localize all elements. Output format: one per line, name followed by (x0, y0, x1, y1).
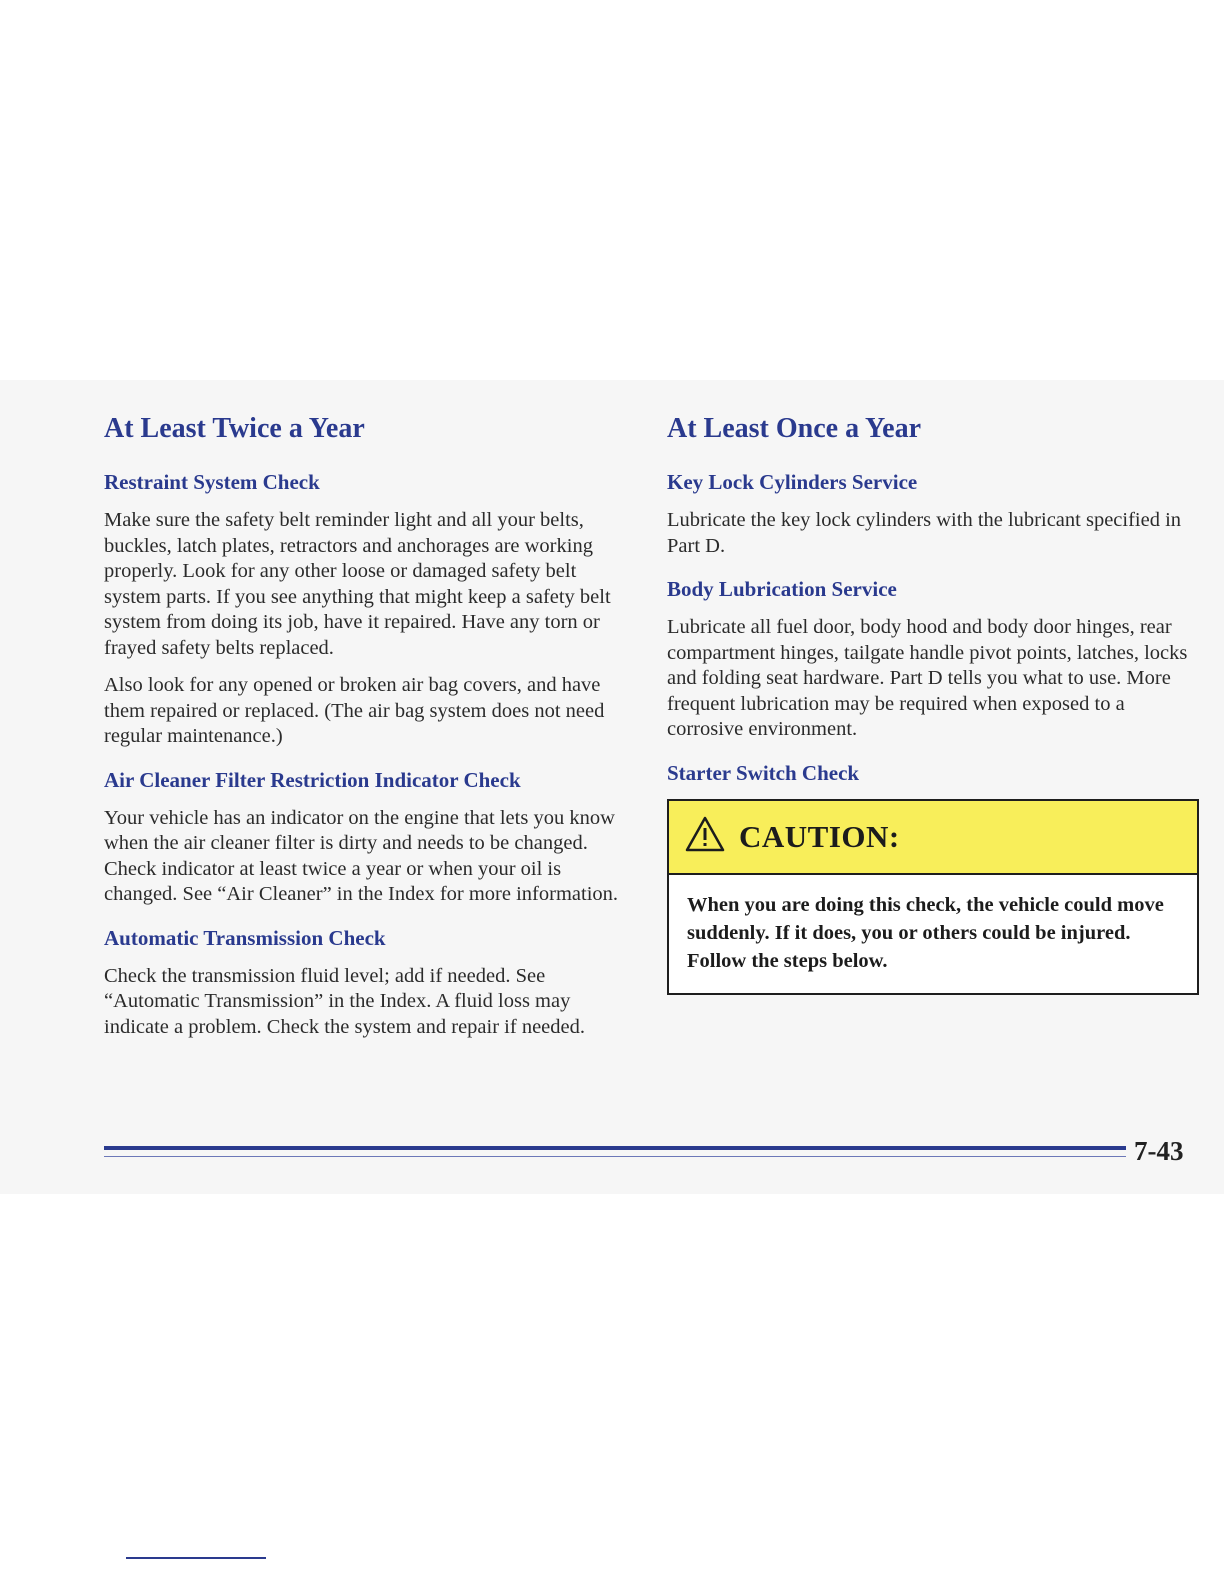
section-title: Key Lock Cylinders Service (667, 470, 918, 494)
section-air-cleaner (104, 766, 626, 908)
right-column (667, 410, 1197, 1011)
caution-box (667, 799, 1199, 995)
caution-title: CAUTION: (739, 818, 900, 854)
section-starter-switch (667, 759, 1197, 995)
paragraph: Your vehicle has an indicator on the engine that lets you know when the air cleaner filter is dirty and needs to be changed. Check indicator at least twice a year or when your oil is changed. See “Air Cleaner” in the Index for more information. (104, 806, 619, 905)
footer-rule-thin (104, 1156, 1126, 1157)
paragraph: Lubricate the key lock cylinders with the lubricant specified in Part D. (667, 509, 1182, 557)
section-title: Starter Switch Check (667, 760, 860, 785)
page-number: 7-43 (1134, 1136, 1184, 1166)
paragraph: Lubricate all fuel door, body hood and body door hinges, rear compartment hinges, tailgate handle pivot points, latches, locks and folding seat hardware. Part D tells you what to use. More frequent lubrication may be required when exposed to a corrosive environment. (667, 616, 1188, 740)
left-column (104, 410, 626, 1056)
bottom-divider (126, 1557, 266, 1559)
caution-header (669, 801, 1197, 875)
section-key-lock (667, 468, 1197, 559)
section-body-lubrication (667, 575, 1197, 743)
section-title: Air Cleaner Filter Restriction Indicator Check (104, 767, 521, 792)
paragraph: Check the transmission fluid level; add if needed. See “Automatic Transmission” in the Index. A fluid loss may indicate a problem. Check the system and repair if needed. (104, 964, 585, 1038)
section-title: Restraint System Check (104, 470, 320, 494)
section-title: Automatic Transmission Check (104, 925, 386, 950)
left-heading: At Least Twice a Year (104, 413, 365, 444)
footer-rule (104, 1146, 1126, 1150)
section-title: Body Lubrication Service (667, 577, 897, 601)
paragraph: Make sure the safety belt reminder light and all your belts, buckles, latch plates, retractors and anchorages are working properly. Look for any other loose or damaged safety belt system parts. If you see anything that might keep a safety belt system from doing its job, have it repaired. Have any torn or frayed safety belts replaced. (104, 509, 611, 659)
section-restraint-system (104, 468, 626, 750)
right-heading: At Least Once a Year (667, 413, 922, 444)
paragraph: Also look for any opened or broken air bag covers, and have them repaired or replaced. (The air bag system does not need regular maintenance.) (104, 674, 605, 747)
warning-triangle-icon (685, 816, 739, 857)
caution-text: When you are doing this check, the vehicle could move suddenly. If it does, you or others could be injured. Follow the steps below. (687, 893, 1164, 972)
section-automatic-transmission (104, 924, 626, 1041)
